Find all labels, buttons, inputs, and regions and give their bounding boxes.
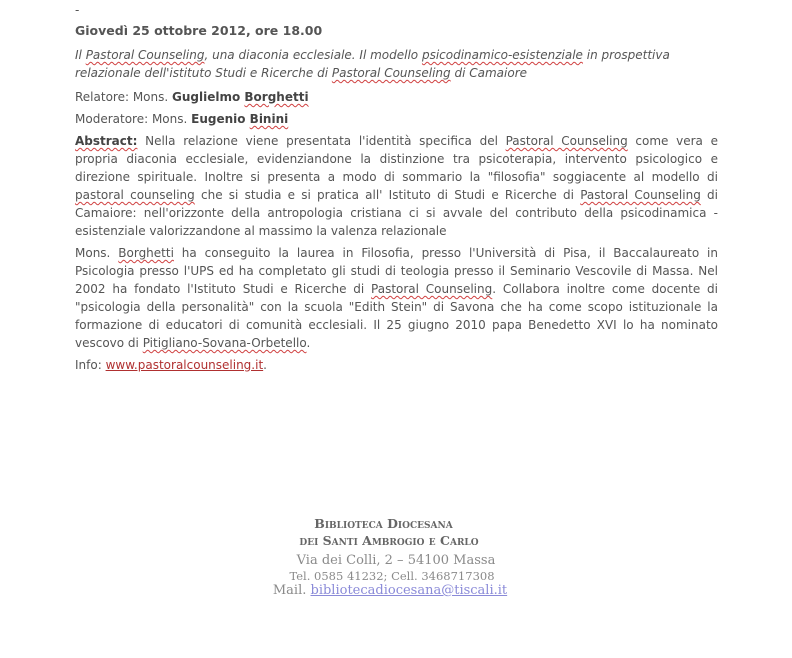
- speaker-last-name: Borghetti: [244, 90, 309, 104]
- event-date: Giovedì 25 ottobre 2012, ore 18.00: [75, 23, 323, 38]
- abstract-text-1: Nella relazione viene presentata l'identità specifica del: [137, 134, 506, 148]
- bio-paragraph: [75, 244, 718, 352]
- speaker-label: Relatore: Mons.: [75, 90, 173, 104]
- bio-text-1: Mons.: [75, 246, 119, 260]
- library-subtitle: dei Santi Ambrogio e Carlo: [299, 533, 479, 548]
- library-footer: [0, 515, 792, 599]
- abstract-text-3: come vera e propria diaconia ecclesiale, evidenziandone la distinzione tra psicoterapia, intervento psicologico e direzione spirituale. Inoltre si presenta a modo di sommario la "filosofia" soggiacente al modello di: [75, 134, 718, 184]
- event-description: [75, 4, 718, 378]
- bio-text-7: .: [306, 336, 311, 350]
- info-line: [75, 356, 718, 374]
- abstract-label: Abstract:: [75, 134, 138, 148]
- library-name: Biblioteca Diocesana: [314, 516, 453, 531]
- speaker-first-name: Guglielmo: [172, 90, 245, 104]
- moderator-name: [191, 112, 288, 126]
- info-label: Info:: [75, 358, 106, 372]
- title-text-1: Il: [75, 48, 86, 62]
- info-tail: .: [263, 358, 267, 372]
- library-address: Via dei Colli, 2 – 54100 Massa: [296, 553, 496, 568]
- email-link[interactable]: bibliotecadiocesana@tiscali.it: [310, 583, 508, 598]
- abstract-text-5: che si studia e si pratica all' Istituto di Studi e Ricerche di: [194, 188, 581, 202]
- bio-text-3: ha conseguito la laurea in Filosofia, presso l'Università di Pisa, il Baccalaureato in Psicologia presso l'UPS ed ha completato gli studi di teologia presso il Seminario Vescovile di Massa. Nel 2002 ha fondato l'Istituto Studi e Ricerche di: [75, 246, 718, 296]
- mail-label: Mail.: [272, 583, 311, 598]
- abstract-text-7: di Camaiore: nell'orizzonte della antropologia cristiana ci si avvale del contributo della psicodinamica - esistenziale valorizzandone al massimo la valenza relazionale: [75, 188, 718, 238]
- title-text-3: , una diaconia ecclesiale. Il modello: [204, 48, 422, 62]
- library-phone: Tel. 0585 41232; Cell. 3468717308: [289, 569, 495, 583]
- bio-text-6: Pitigliano-Sovana-Orbetello: [142, 336, 307, 350]
- abstract-text-4: pastoral counseling: [75, 188, 195, 202]
- speaker-line: [75, 88, 718, 106]
- moderator-label: Moderatore: Mons.: [75, 112, 192, 126]
- title-text-2: Pastoral Counseling: [85, 48, 205, 62]
- abstract-text-6: Pastoral Counseling: [580, 188, 701, 202]
- library-mail-line: [0, 583, 792, 599]
- website-link[interactable]: www.pastoralcounseling.it: [105, 358, 264, 372]
- speaker-name: [172, 90, 309, 104]
- abstract-paragraph: [75, 132, 718, 240]
- title-text-7: di Camaiore: [450, 66, 528, 80]
- abstract-text-2: Pastoral Counseling: [505, 134, 628, 148]
- bio-text-4: Pastoral Counseling: [371, 282, 493, 296]
- event-title: [75, 46, 718, 82]
- title-text-4: psicodinamico-esistenziale: [421, 48, 583, 62]
- bio-text-5: . Collabora inoltre come docente di "psicologia della personalità" con la scuola "Edith Stein" di Savona che ha come scopo istituzionale la formazione di educatori di comunità ecclesiali. Il 25 giugno 2010 papa Benedetto XVI lo ha nominato vescovo di: [75, 282, 719, 350]
- moderator-line: [75, 110, 718, 128]
- moderator-first-name: Eugenio: [191, 112, 250, 126]
- marker: -: [75, 3, 80, 17]
- title-text-5: in prospettiva relazionale dell'istituto Studi e Ricerche di: [75, 48, 670, 80]
- moderator-last-name: Binini: [249, 112, 289, 126]
- bio-text-2: Borghetti: [118, 246, 174, 260]
- title-text-6: Pastoral Counseling: [331, 66, 451, 80]
